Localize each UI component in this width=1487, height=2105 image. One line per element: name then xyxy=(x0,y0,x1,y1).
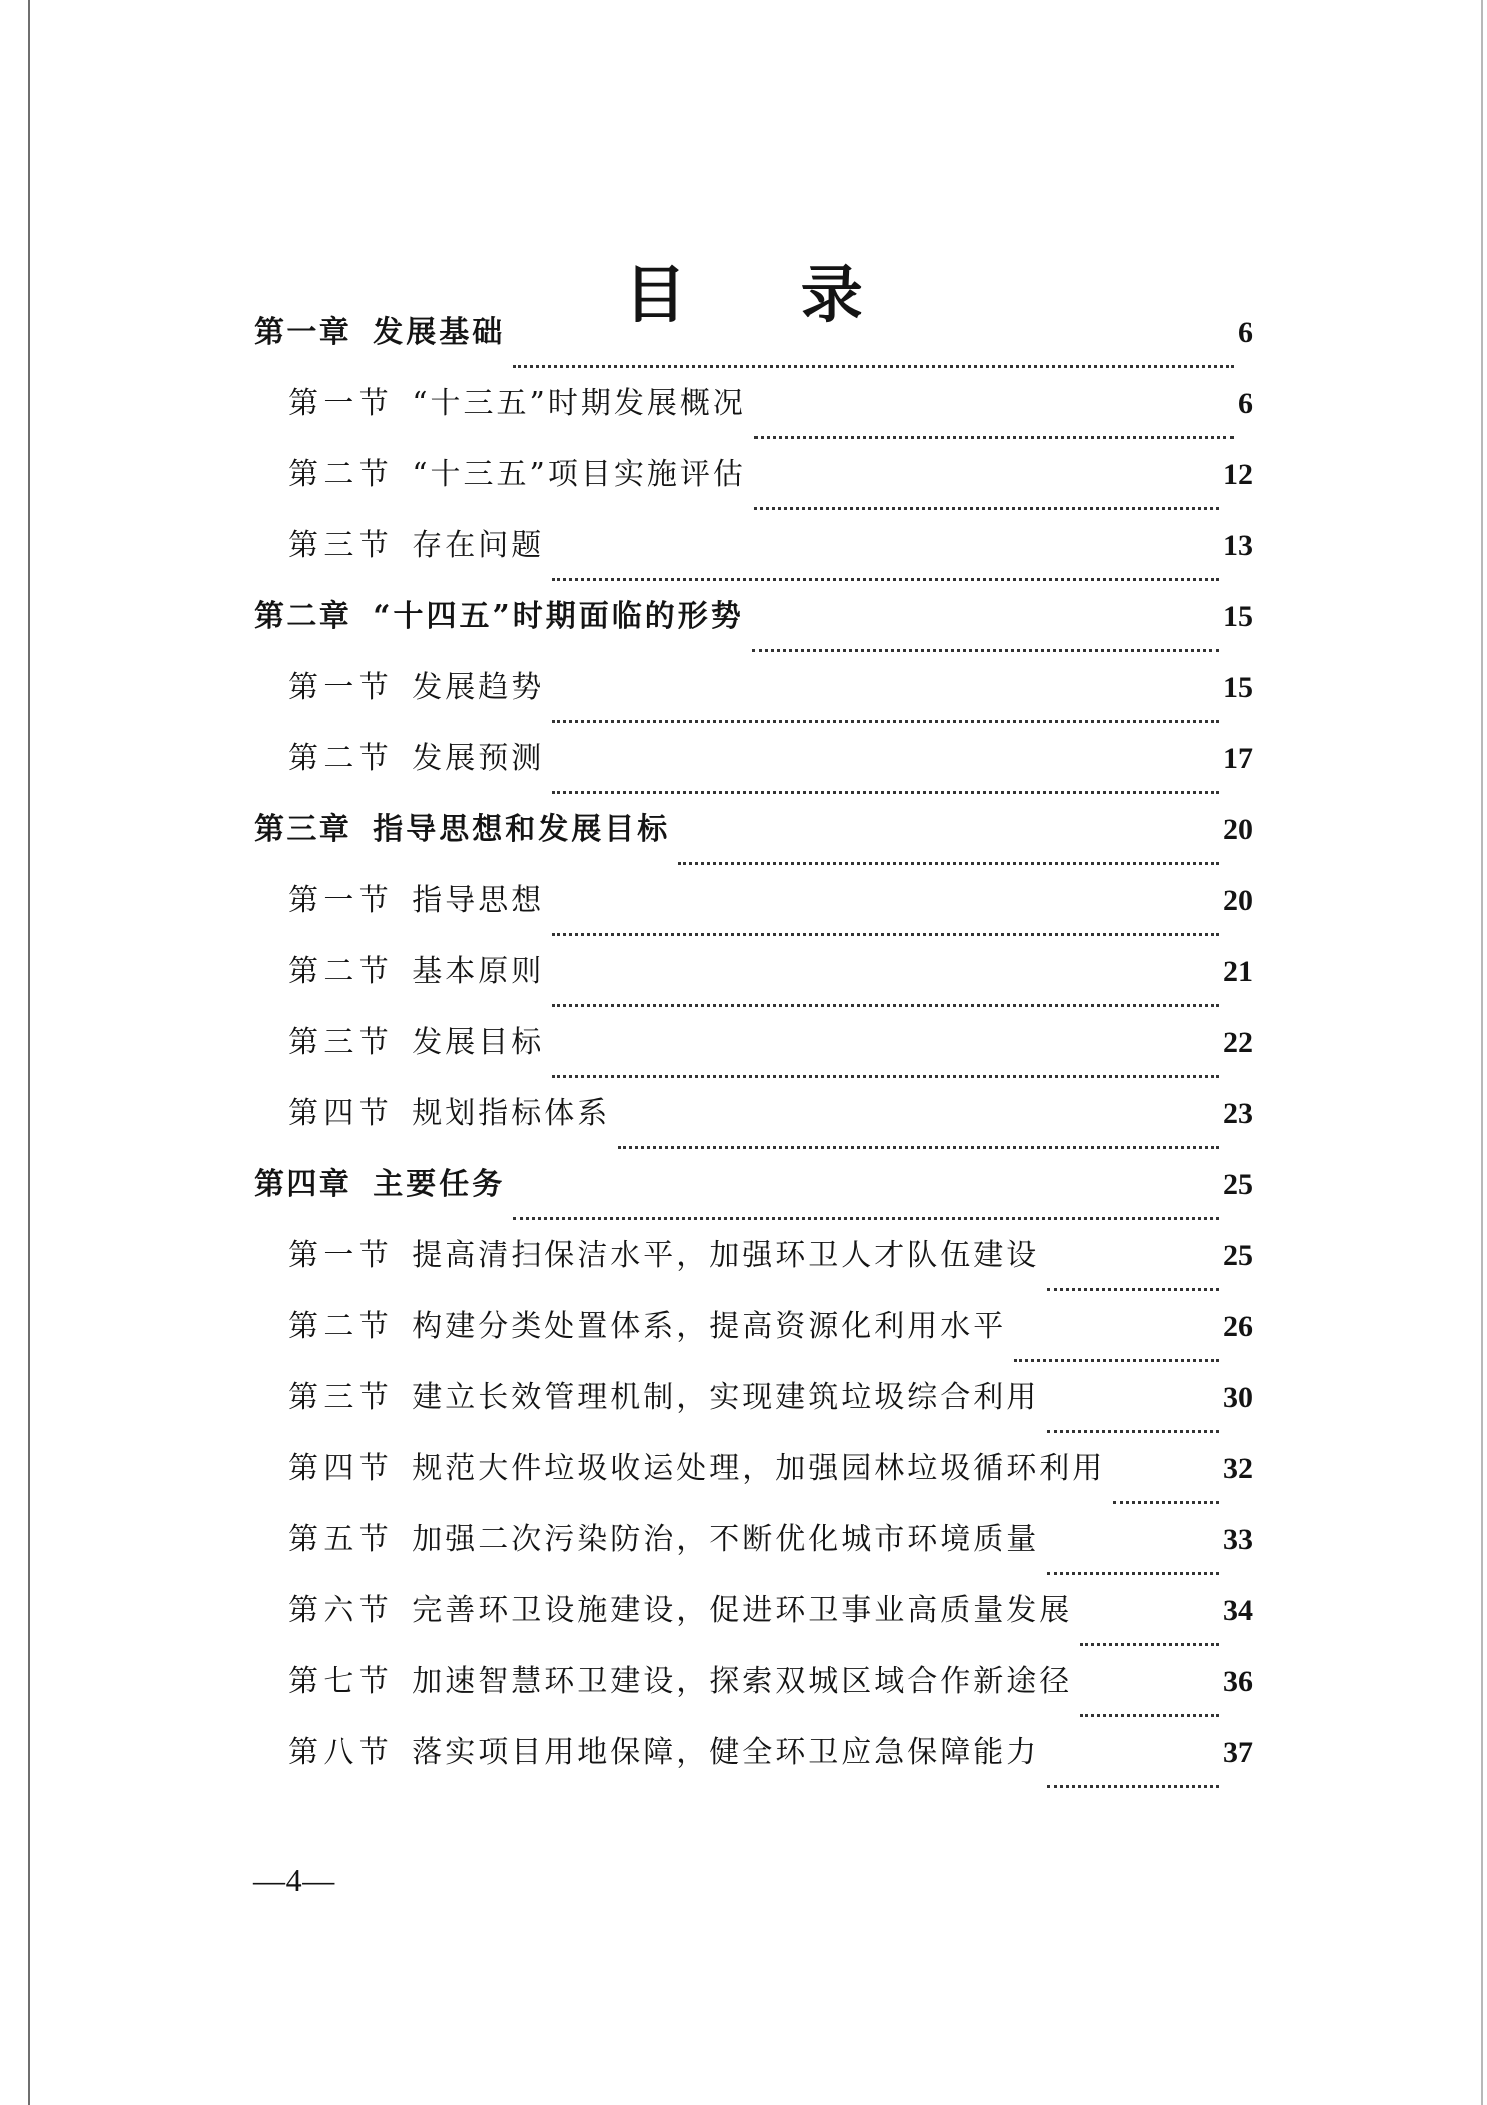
toc-entry-page: 23 xyxy=(1223,1097,1253,1130)
toc-entry-number: 第六节 xyxy=(288,1593,395,1628)
toc-entry-title: 加速智慧环卫建设，探索双城区域合作新途径 xyxy=(412,1664,1073,1699)
toc-dot-leader xyxy=(1113,1501,1219,1504)
toc-entry-page: 20 xyxy=(1223,813,1253,846)
toc-entry-number: 第二节 xyxy=(288,741,395,776)
toc-entry-page: 34 xyxy=(1223,1594,1253,1627)
toc-section-entry[interactable] xyxy=(254,518,1253,589)
toc-section-entry[interactable] xyxy=(254,1441,1253,1512)
toc-entry-number: 第一节 xyxy=(288,670,395,705)
toc-entry-page: 12 xyxy=(1223,458,1253,491)
toc-section-entry[interactable] xyxy=(254,1512,1253,1583)
toc-section-entry[interactable] xyxy=(254,1370,1253,1441)
toc-entry-title: 构建分类处置体系，提高资源化利用水平 xyxy=(412,1309,1007,1344)
toc-entry-title: 建立长效管理机制，实现建筑垃圾综合利用 xyxy=(412,1380,1040,1415)
toc-dot-leader xyxy=(552,578,1219,581)
toc-entry-title: “十三五”项目实施评估 xyxy=(412,457,746,492)
toc-dot-leader xyxy=(513,1217,1219,1220)
toc-section-entry[interactable] xyxy=(254,1654,1253,1725)
toc-dot-leader xyxy=(752,649,1219,652)
toc-entry-title: “十三五”时期发展概况 xyxy=(412,386,746,421)
toc-entry-page: 37 xyxy=(1223,1736,1253,1769)
toc-dot-leader xyxy=(1047,1288,1219,1291)
toc-dot-leader xyxy=(1047,1572,1219,1575)
toc-entry-number: 第八节 xyxy=(288,1735,395,1770)
toc-entry-number: 第一章 xyxy=(254,315,352,350)
toc-entry-title: 加强二次污染防治，不断优化城市环境质量 xyxy=(412,1522,1040,1557)
toc-dot-leader xyxy=(754,436,1234,439)
toc-entry-page: 25 xyxy=(1223,1168,1253,1201)
toc-chapter-entry[interactable] xyxy=(254,589,1253,660)
toc-entry-title: 指导思想 xyxy=(412,883,545,918)
table-of-contents xyxy=(254,305,1253,1796)
toc-section-entry[interactable] xyxy=(254,944,1253,1015)
toc-entry-number: 第一节 xyxy=(288,1238,395,1273)
toc-dot-leader xyxy=(552,720,1219,723)
toc-entry-number: 第五节 xyxy=(288,1522,395,1557)
toc-entry-page: 15 xyxy=(1223,671,1253,704)
toc-entry-number: 第三章 xyxy=(254,812,352,847)
toc-entry-number: 第四节 xyxy=(288,1096,395,1131)
toc-entry-page: 30 xyxy=(1223,1381,1253,1414)
toc-dot-leader xyxy=(618,1146,1219,1149)
toc-dot-leader xyxy=(1080,1714,1219,1717)
toc-entry-page: 17 xyxy=(1223,742,1253,775)
toc-entry-title: 主要任务 xyxy=(373,1167,506,1202)
toc-entry-title: 规范大件垃圾收运处理，加强园林垃圾循环利用 xyxy=(412,1451,1106,1486)
toc-entry-page: 6 xyxy=(1238,316,1253,349)
toc-section-entry[interactable] xyxy=(254,447,1253,518)
toc-dot-leader xyxy=(552,1075,1219,1078)
toc-entry-page: 26 xyxy=(1223,1310,1253,1343)
toc-entry-page: 21 xyxy=(1223,955,1253,988)
toc-dot-leader xyxy=(552,791,1219,794)
toc-section-entry[interactable] xyxy=(254,1228,1253,1299)
toc-entry-title: 提高清扫保洁水平，加强环卫人才队伍建设 xyxy=(412,1238,1040,1273)
toc-section-entry[interactable] xyxy=(254,1583,1253,1654)
toc-entry-title: 指导思想和发展目标 xyxy=(373,812,671,847)
toc-entry-number: 第四章 xyxy=(254,1167,352,1202)
toc-entry-title: 发展目标 xyxy=(412,1025,545,1060)
toc-dot-leader xyxy=(552,1004,1219,1007)
toc-entry-number: 第二节 xyxy=(288,954,395,989)
toc-section-entry[interactable] xyxy=(254,731,1253,802)
toc-dot-leader xyxy=(552,933,1219,936)
toc-entry-title: 存在问题 xyxy=(412,528,545,563)
toc-section-entry[interactable] xyxy=(254,376,1253,447)
toc-entry-title: 发展预测 xyxy=(412,741,545,776)
toc-entry-page: 6 xyxy=(1238,387,1253,420)
toc-dot-leader xyxy=(513,365,1234,368)
toc-entry-number: 第二章 xyxy=(254,599,352,634)
toc-entry-page: 33 xyxy=(1223,1523,1253,1556)
toc-section-entry[interactable] xyxy=(254,1725,1253,1796)
toc-entry-number: 第四节 xyxy=(288,1451,395,1486)
toc-chapter-entry[interactable] xyxy=(254,802,1253,873)
toc-entry-title: “十四五”时期面临的形势 xyxy=(373,599,744,634)
toc-dot-leader xyxy=(678,862,1219,865)
toc-entry-page: 32 xyxy=(1223,1452,1253,1485)
toc-dot-leader xyxy=(754,507,1219,510)
toc-entry-number: 第二节 xyxy=(288,457,395,492)
toc-section-entry[interactable] xyxy=(254,660,1253,731)
toc-dot-leader xyxy=(1080,1643,1219,1646)
toc-entry-number: 第三节 xyxy=(288,528,395,563)
toc-chapter-entry[interactable] xyxy=(254,305,1253,376)
toc-entry-number: 第七节 xyxy=(288,1664,395,1699)
toc-entry-number: 第三节 xyxy=(288,1380,395,1415)
toc-entry-title: 落实项目用地保障，健全环卫应急保障能力 xyxy=(412,1735,1040,1770)
toc-entry-page: 36 xyxy=(1223,1665,1253,1698)
toc-entry-number: 第一节 xyxy=(288,883,395,918)
toc-dot-leader xyxy=(1014,1359,1219,1362)
page-number: —4— xyxy=(253,1862,335,1898)
toc-entry-page: 22 xyxy=(1223,1026,1253,1059)
toc-dot-leader xyxy=(1047,1785,1219,1788)
toc-entry-title: 发展趋势 xyxy=(412,670,545,705)
toc-entry-title: 基本原则 xyxy=(412,954,545,989)
toc-entry-number: 第二节 xyxy=(288,1309,395,1344)
toc-section-entry[interactable] xyxy=(254,873,1253,944)
toc-chapter-entry[interactable] xyxy=(254,1157,1253,1228)
toc-entry-title: 规划指标体系 xyxy=(412,1096,611,1131)
toc-entry-title: 发展基础 xyxy=(373,315,506,350)
toc-entry-page: 13 xyxy=(1223,529,1253,562)
toc-section-entry[interactable] xyxy=(254,1086,1253,1157)
toc-dot-leader xyxy=(1047,1430,1219,1433)
toc-section-entry[interactable] xyxy=(254,1299,1253,1370)
toc-entry-number: 第一节 xyxy=(288,386,395,421)
toc-section-entry[interactable] xyxy=(254,1015,1253,1086)
toc-entry-page: 15 xyxy=(1223,600,1253,633)
toc-entry-page: 20 xyxy=(1223,884,1253,917)
toc-entry-page: 25 xyxy=(1223,1239,1253,1272)
toc-entry-title: 完善环卫设施建设，促进环卫事业高质量发展 xyxy=(412,1593,1073,1628)
toc-entry-number: 第三节 xyxy=(288,1025,395,1060)
page-title: 目 录 xyxy=(624,257,910,331)
